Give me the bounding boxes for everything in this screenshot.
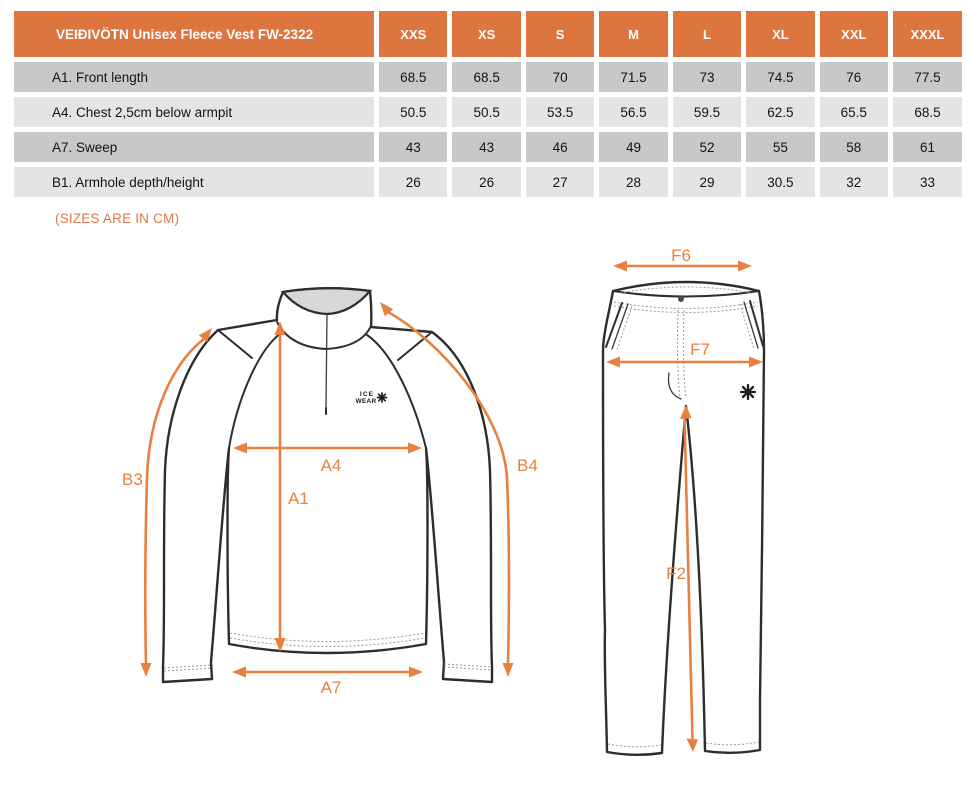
- cell-value: 53.5: [526, 97, 594, 127]
- cell-value: 32: [820, 167, 888, 197]
- label-f7: F7: [690, 340, 710, 359]
- size-col-l: L: [673, 11, 741, 57]
- size-col-xxs: XXS: [379, 11, 447, 57]
- cell-value: 65.5: [820, 97, 888, 127]
- cell-value: 28: [599, 167, 667, 197]
- cell-value: 73: [673, 62, 741, 92]
- row-label: A1. Front length: [14, 62, 374, 92]
- cell-value: 77.5: [893, 62, 962, 92]
- size-col-xl: XL: [746, 11, 814, 57]
- cell-value: 68.5: [452, 62, 520, 92]
- cell-value: 68.5: [379, 62, 447, 92]
- cell-value: 30.5: [746, 167, 814, 197]
- cell-value: 68.5: [893, 97, 962, 127]
- cell-value: 50.5: [379, 97, 447, 127]
- cell-value: 43: [452, 132, 520, 162]
- cell-value: 26: [379, 167, 447, 197]
- label-b4: B4: [517, 456, 538, 475]
- snowflake-icon: [741, 385, 755, 399]
- logo-text-wear: WEAR: [355, 398, 377, 405]
- cell-value: 27: [526, 167, 594, 197]
- jacket-drawing: [122, 288, 538, 697]
- size-col-xxl: XXL: [820, 11, 888, 57]
- cell-value: 29: [673, 167, 741, 197]
- measurement-arrow-a7: [232, 667, 423, 678]
- size-col-xxxl: XXXL: [893, 11, 962, 57]
- cell-value: 26: [452, 167, 520, 197]
- snowflake-icon: [378, 393, 387, 402]
- cell-value: 49: [599, 132, 667, 162]
- cell-value: 55: [746, 132, 814, 162]
- pants-outline: [603, 282, 764, 755]
- cell-value: 56.5: [599, 97, 667, 127]
- cell-value: 46: [526, 132, 594, 162]
- size-col-s: S: [526, 11, 594, 57]
- product-title: VEIÐIVÖTN Unisex Fleece Vest FW-2322: [14, 11, 374, 57]
- label-f2: F2: [666, 564, 686, 583]
- cell-value: 74.5: [746, 62, 814, 92]
- cell-value: 76: [820, 62, 888, 92]
- label-f6: F6: [671, 246, 691, 265]
- cell-value: 61: [893, 132, 962, 162]
- row-label: B1. Armhole depth/height: [14, 167, 374, 197]
- cell-value: 59.5: [673, 97, 741, 127]
- row-label: A7. Sweep: [14, 132, 374, 162]
- waist-button: [678, 296, 684, 302]
- size-col-xs: XS: [452, 11, 520, 57]
- cell-value: 58: [820, 132, 888, 162]
- label-a4: A4: [320, 456, 342, 475]
- label-a1: A1: [288, 489, 309, 508]
- label-a7: A7: [320, 678, 342, 697]
- cell-value: 71.5: [599, 62, 667, 92]
- cell-value: 50.5: [452, 97, 520, 127]
- cell-value: 62.5: [746, 97, 814, 127]
- cell-value: 70: [526, 62, 594, 92]
- logo-text-ice: ICE: [359, 391, 375, 398]
- jacket-outline: [163, 288, 492, 682]
- pants-drawing: [603, 246, 764, 755]
- sizes-unit-note: (SIZES ARE IN CM): [55, 211, 180, 226]
- cell-value: 52: [673, 132, 741, 162]
- size-col-m: M: [599, 11, 667, 57]
- cell-value: 33: [893, 167, 962, 197]
- cell-value: 43: [379, 132, 447, 162]
- row-label: A4. Chest 2,5cm below armpit: [14, 97, 374, 127]
- label-b3: B3: [122, 470, 143, 489]
